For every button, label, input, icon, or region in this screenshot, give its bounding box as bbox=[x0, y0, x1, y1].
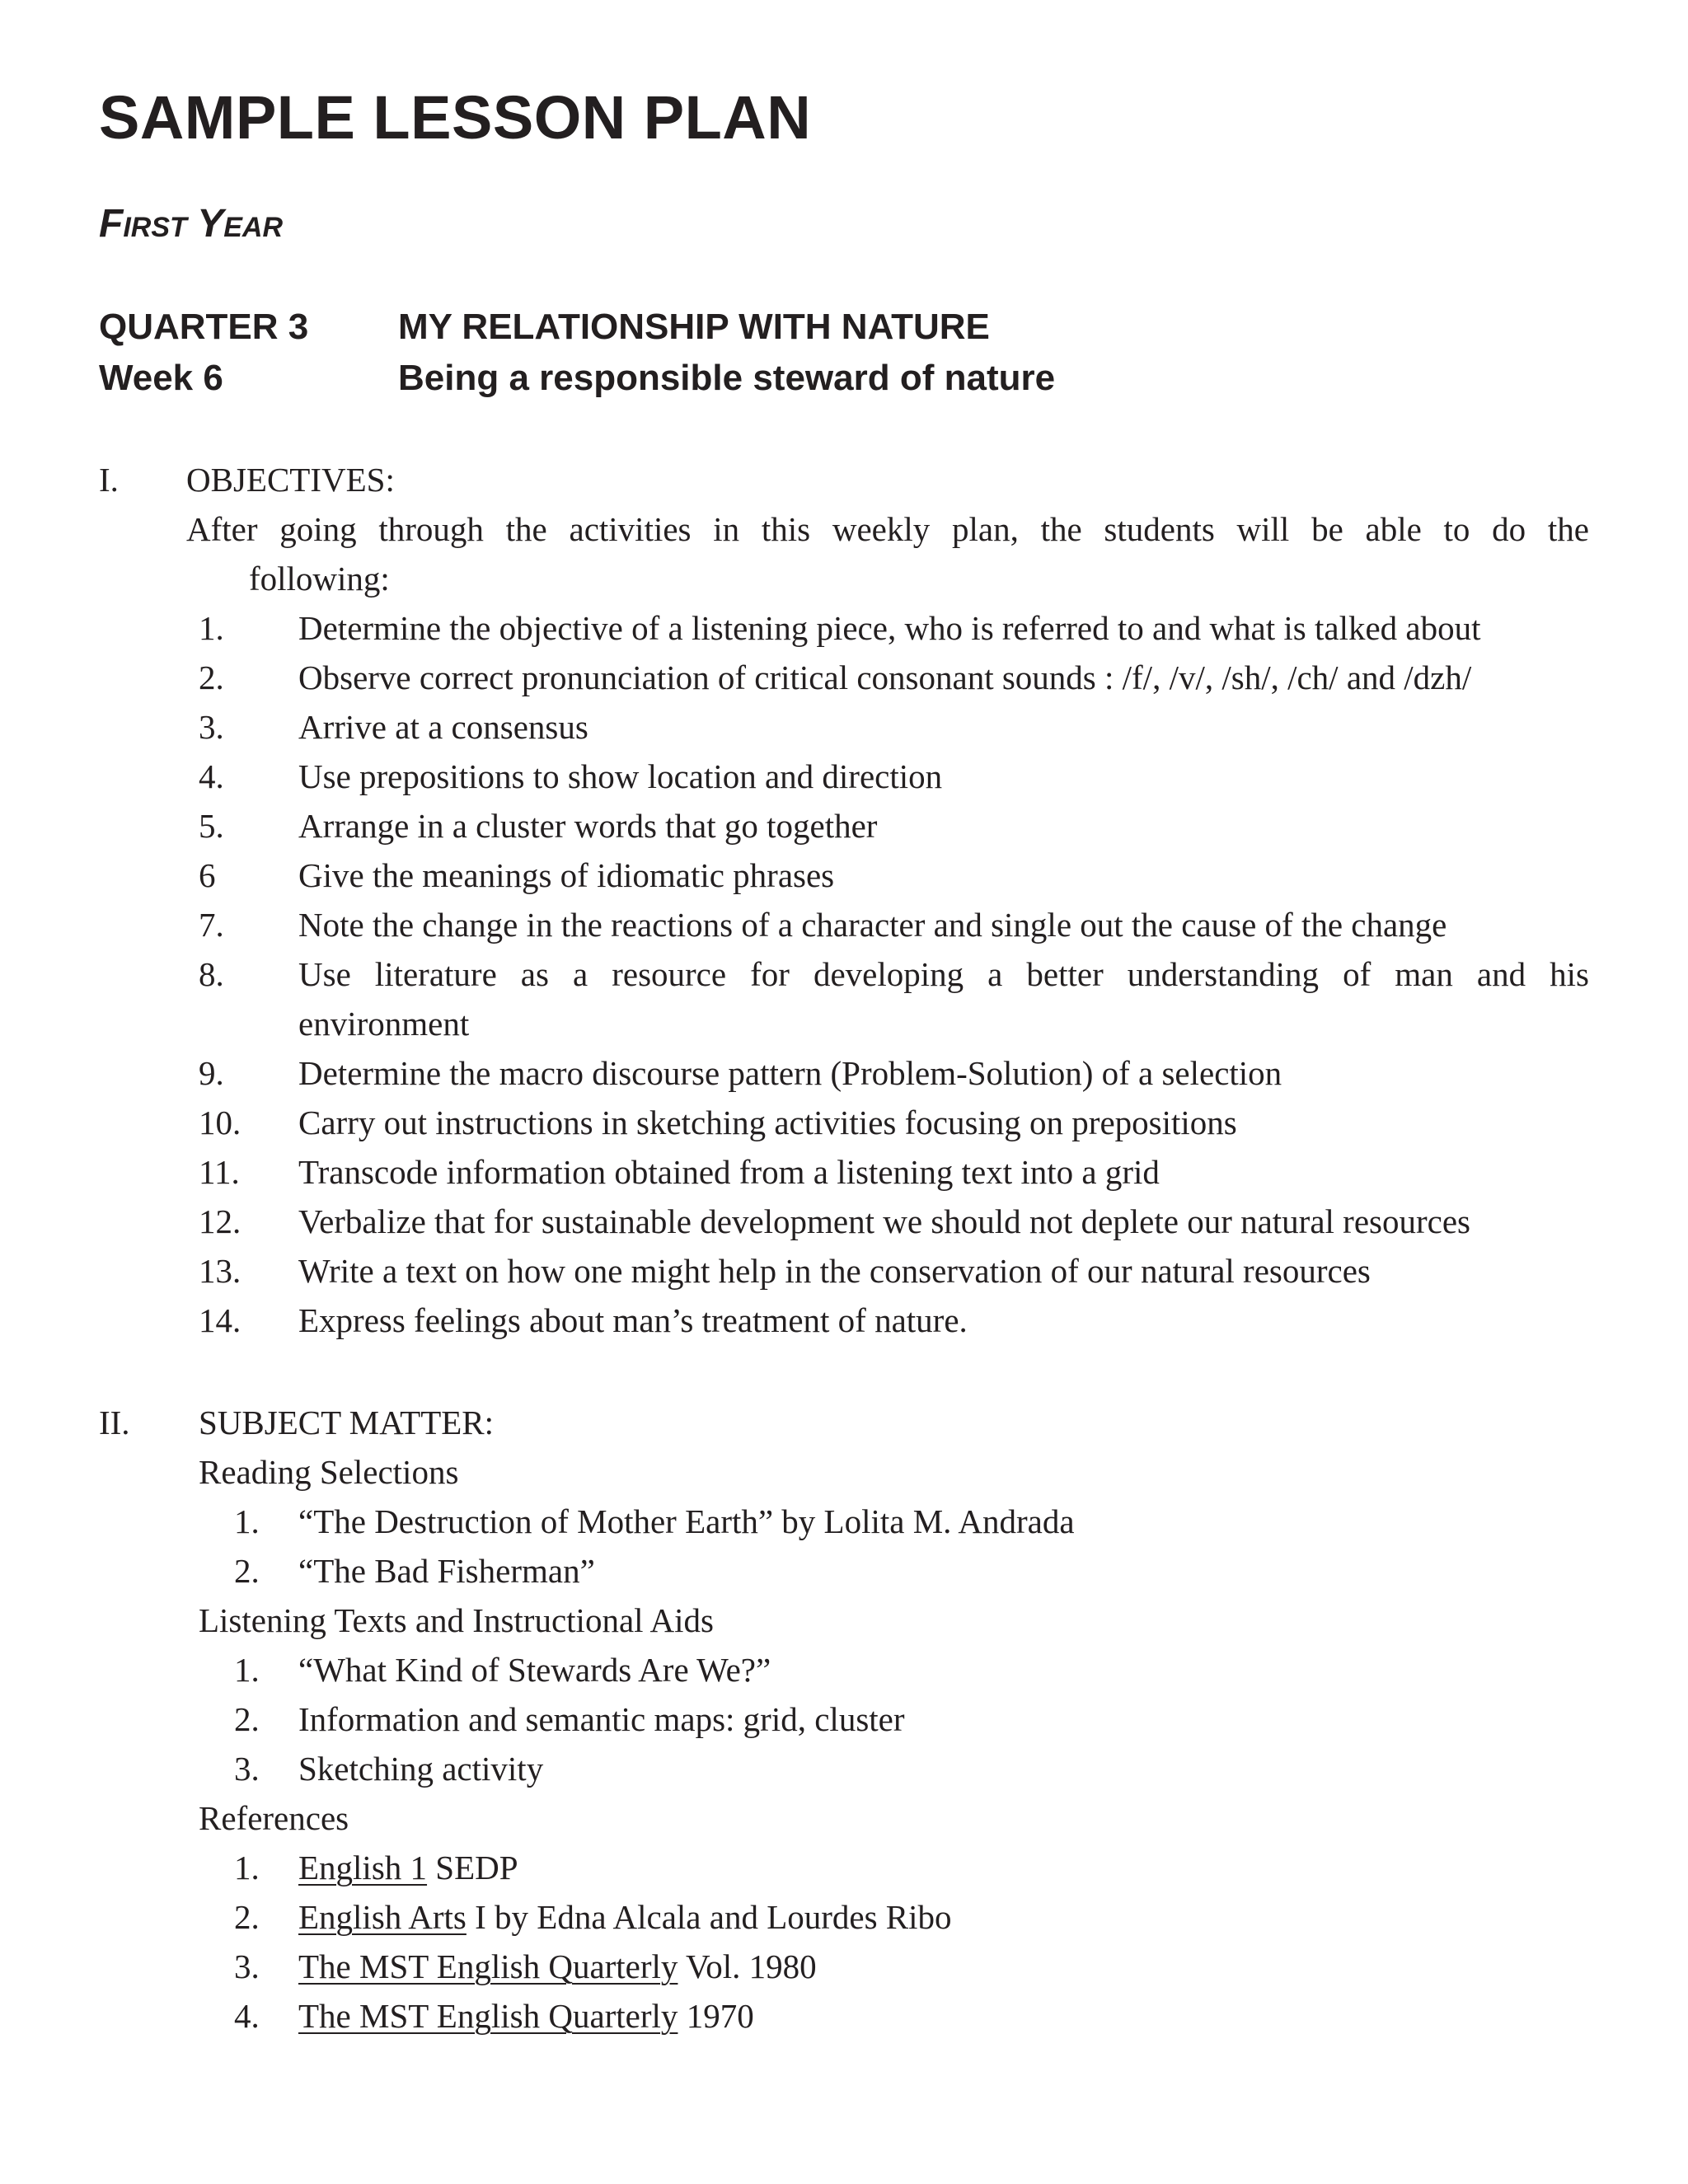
section-numeral: I. bbox=[99, 461, 119, 499]
objective-number: 12. bbox=[199, 1202, 241, 1240]
listening-text-number: 2. bbox=[234, 1700, 260, 1738]
objective-text: Transcode information obtained from a listening text into a grid bbox=[298, 1153, 1160, 1191]
quarter-label: QUARTER 3 bbox=[99, 307, 309, 347]
reference-text bbox=[298, 1851, 518, 1885]
reference-details: I by Edna Alcala and Lourdes Ribo bbox=[466, 1898, 952, 1936]
reading-selection-number: 2. bbox=[234, 1552, 260, 1590]
objective-text: Use literature as a resource for developing a better understanding of man and his bbox=[298, 955, 1589, 993]
reference-text bbox=[298, 1999, 754, 2033]
objective-text: Observe correct pronunciation of critical consonant sounds : /f/, /v/, /sh/, /ch/ and /dzh/ bbox=[298, 658, 1472, 696]
reference-details: Vol. 1980 bbox=[678, 1947, 817, 1985]
listening-text-text: “What Kind of Stewards Are We?” bbox=[298, 1651, 771, 1689]
objective-number: 13. bbox=[199, 1252, 241, 1290]
objective-text: Determine the macro discourse pattern (Problem-Solution) of a selection bbox=[298, 1054, 1282, 1092]
reference-title: English Arts bbox=[298, 1898, 467, 1936]
objective-text: Arrange in a cluster words that go together bbox=[298, 807, 878, 845]
objective-number: 4. bbox=[199, 757, 224, 795]
week-title: Being a responsible steward of nature bbox=[398, 358, 1056, 398]
reference-text bbox=[298, 1947, 817, 1985]
objective-text: Arrive at a consensus bbox=[298, 708, 588, 746]
objective-number: 10. bbox=[199, 1104, 241, 1141]
objective-text: Carry out instructions in sketching activities focusing on prepositions bbox=[298, 1104, 1237, 1141]
section-numeral: II. bbox=[99, 1404, 130, 1441]
reference-details: 1970 bbox=[678, 1997, 754, 2035]
reference-details: SEDP bbox=[427, 1849, 518, 1886]
reference-number: 4. bbox=[234, 1997, 260, 2035]
objective-text: Use prepositions to show location and direction bbox=[298, 757, 943, 795]
objective-number: 9. bbox=[199, 1054, 224, 1092]
listening-text-text: Information and semantic maps: grid, cluster bbox=[298, 1700, 905, 1738]
objectives-intro: After going through the activities in this weekly plan, the students will be able to do the bbox=[186, 510, 1589, 548]
listening-text-text: Sketching activity bbox=[298, 1750, 544, 1788]
quarter-title: MY RELATIONSHIP WITH NATURE bbox=[398, 307, 990, 347]
reading-selection-text: “The Bad Fisherman” bbox=[298, 1552, 595, 1590]
section-heading: SUBJECT MATTER: bbox=[199, 1404, 495, 1441]
reference-number: 2. bbox=[234, 1898, 260, 1936]
references-label: References bbox=[199, 1799, 349, 1837]
objective-text: Give the meanings of idiomatic phrases bbox=[298, 856, 835, 894]
objective-number: 3. bbox=[199, 708, 224, 746]
objective-number: 2. bbox=[199, 658, 224, 696]
objective-number: 7. bbox=[199, 906, 224, 944]
reading-selections-label: Reading Selections bbox=[199, 1453, 459, 1491]
objective-number: 11. bbox=[199, 1153, 240, 1191]
reading-selection-number: 1. bbox=[234, 1502, 260, 1540]
listening-texts-label: Listening Texts and Instructional Aids bbox=[199, 1601, 714, 1639]
listening-text-number: 3. bbox=[234, 1750, 260, 1788]
reference-title: English 1 bbox=[298, 1849, 428, 1886]
objective-number: 14. bbox=[199, 1301, 241, 1339]
reference-title: The MST English Quarterly bbox=[298, 1997, 678, 2035]
objective-text: Write a text on how one might help in the conservation of our natural resources bbox=[298, 1252, 1371, 1290]
objective-text: Verbalize that for sustainable development we should not deplete our natural resources bbox=[298, 1202, 1470, 1240]
objective-number: 6 bbox=[199, 856, 216, 894]
objective-number: 8. bbox=[199, 955, 224, 993]
section-heading: OBJECTIVES: bbox=[186, 461, 395, 499]
objective-text-continued: environment bbox=[298, 1005, 470, 1043]
objectives-intro-continued: following: bbox=[249, 560, 390, 598]
objective-number: 5. bbox=[199, 807, 224, 845]
objective-text: Note the change in the reactions of a character and single out the cause of the change bbox=[298, 906, 1447, 944]
reference-title: The MST English Quarterly bbox=[298, 1947, 678, 1985]
year-label: First Year bbox=[99, 202, 284, 246]
page-title: SAMPLE LESSON PLAN bbox=[99, 83, 812, 152]
objective-text: Determine the objective of a listening piece, who is referred to and what is talked about bbox=[298, 609, 1481, 647]
reference-text bbox=[298, 1900, 952, 1934]
objective-number: 1. bbox=[199, 609, 224, 647]
listening-text-number: 1. bbox=[234, 1651, 260, 1689]
objective-text: Express feelings about man’s treatment of nature. bbox=[298, 1301, 968, 1339]
reading-selection-text: “The Destruction of Mother Earth” by Lolita M. Andrada bbox=[298, 1502, 1075, 1540]
reference-number: 1. bbox=[234, 1849, 260, 1886]
week-label: Week 6 bbox=[99, 358, 223, 398]
reference-number: 3. bbox=[234, 1947, 260, 1985]
